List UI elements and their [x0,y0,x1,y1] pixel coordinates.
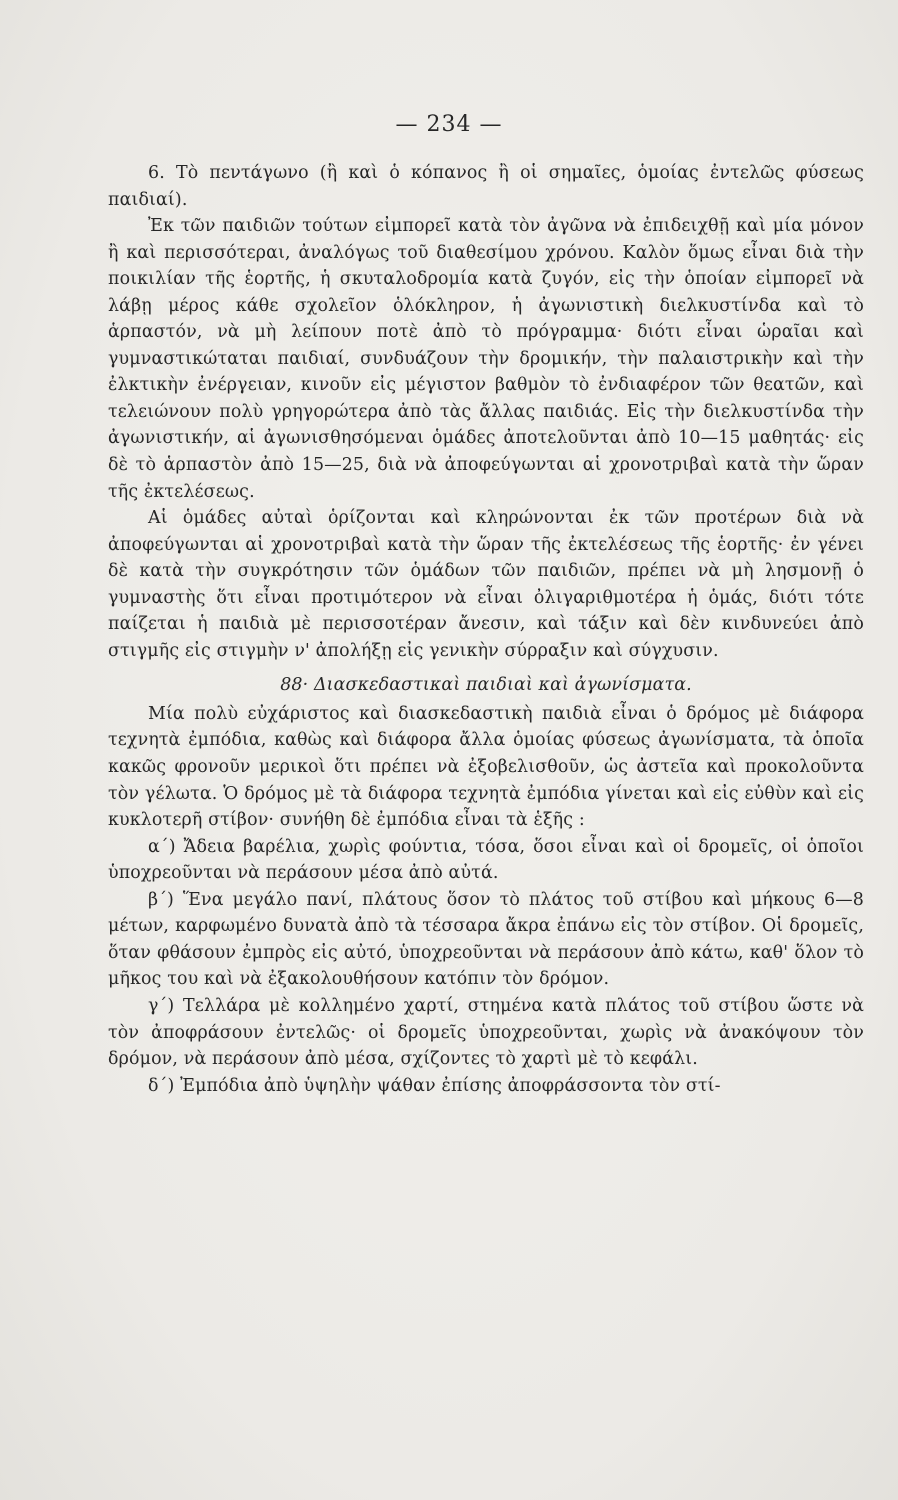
list-item-delta: δ΄) Ἐμπόδια ἀπὸ ὑψηλὴν ψάθαν ἐπίσης ἀποφράσσοντα τὸν στί- [148,1075,721,1096]
paragraph-item-6: 6. Τὸ πεντάγωνο (ἢ καὶ ὁ κόπανος ἢ οἱ σημαῖες, ὁμοίας ἐντελῶς φύσεως παιδιαί). [108,163,864,210]
page-number: — 234 — [395,112,503,137]
section-heading: 88· Διασκεδαστικαὶ παιδιαὶ καὶ ἀγωνίσματα. [280,675,692,696]
paragraph-obstacle-race: Μία πολὺ εὐχάριστος καὶ διασκεδαστικὴ παιδιὰ εἶναι ὁ δρόμος μὲ διάφορα τεχνητὰ ἐμπόδια, καθὼς καὶ διάφορα ἄλλα ὁμοίας φύσεως ἀγωνίσματα, τὰ ὁποῖα κακῶς φρονοῦν μερικοὶ ὅτι πρέπει νὰ ἐξοβελισθοῦν, ὡς ἀστεῖα καὶ προκολοῦντα τὸν γέλωτα. Ὁ δρόμος μὲ τὰ διάφορα τεχνητὰ ἐμπόδια γίνεται καὶ εἰς εὐθὺν καὶ εἰς κυκλοτερῆ στίβον· συνήθη δὲ ἐμπόδια εἶναι τὰ ἑξῆς : [108,703,864,831]
body-text [108,160,864,1099]
paragraph-games-selection: Ἐκ τῶν παιδιῶν τούτων εἰμπορεῖ κατὰ τὸν ἀγῶνα νὰ ἐπιδειχθῇ καὶ μία μόνον ἢ καὶ περισσότεραι, ἀναλόγως τοῦ διαθεσίμου χρόνου. Καλὸν ὅμως εἶναι διὰ τὴν ποικιλίαν τῆς ἑορτῆς, ἡ σκυταλοδρομία κατὰ ζυγόν, εἰς τὴν ὁποίαν εἰμπορεῖ νὰ λάβῃ μέρος κάθε σχολεῖον ὁλόκληρον, ἡ ἀγωνιστικὴ διελκυστίνδα καὶ τὸ ἁρπαστόν, νὰ μὴ λείπουν ποτὲ ἀπὸ τὸ πρόγραμμα· διότι εἶναι ὡραῖαι καὶ γυμναστικώταται παιδιαί, συνδυάζουν τὴν δρομικήν, τὴν παλαιστρικὴν καὶ τὴν ἐλκτικὴν ἐνέργειαν, κινοῦν εἰς μέγιστον βαθμὸν τὸ ἐνδιαφέρον τῶν θεατῶν, καὶ τελειώνουν πολὺ γρηγορώτερα ἀπὸ τὰς ἄλλας παιδιάς. Εἰς τὴν διελκυστίνδα τὴν ἀγωνιστικήν, αἱ ἀγωνισθησόμεναι ὁμάδες ἀποτελοῦνται ἀπὸ 10—15 μαθητάς· εἰς δὲ τὸ ἁρπαστὸν ἀπὸ 15—25, διὰ νὰ ἀποφεύγωνται αἱ χρονοτριβαὶ κατὰ τὴν ὥραν τῆς ἐκτελέσεως. [108,216,864,502]
paragraph-teams: Αἱ ὁμάδες αὐταὶ ὁρίζονται καὶ κληρώνονται ἐκ τῶν προτέρων διὰ νὰ ἀποφεύγωνται αἱ χρονοτριβαὶ κατὰ τὴν ὥραν τῆς ἐκτελέσεως τῆς ἑορτῆς· ἐν γένει δὲ κατὰ τὴν συγκρότησιν τῶν ὁμάδων τῶν παιδιῶν, πρέπει νὰ μὴ λησμονῇ ὁ γυμναστὴς ὅτι εἶναι προτιμότερον νὰ εἶναι ὀλιγαριθμοτέρα ἡ ὁμάς, διότι τότε παίζεται ἡ παιδιὰ μὲ περισσοτέραν ἄνεσιν, καὶ τάξιν καὶ δὲν κινδυνεύει ἀπὸ στιγμῆς εἰς στιγμὴν ν' ἀπολήξῃ εἰς γενικὴν σύρραξιν καὶ σύγχυσιν. [108,508,864,661]
list-item-beta: β΄) Ἕνα μεγάλο πανί, πλάτους ὅσον τὸ πλάτος τοῦ στίβου καὶ μήκους 6—8 μέτων, καρφωμένο δυνατὰ ἀπὸ τὰ τέσσαρα ἄκρα ἐπάνω εἰς τὸν στίβον. Οἱ δρομεῖς, ὅταν φθάσουν ἐμπρὸς εἰς αὐτό, ὑποχρεοῦνται νὰ περάσουν ἀπὸ κάτω, καθ' ὅλον τὸ μῆκος του καὶ νὰ ἐξακολουθήσουν κατόπιν τὸν δρόμον. [108,889,864,990]
list-item-gamma: γ΄) Τελλάρα μὲ κολλημένο χαρτί, στημένα κατὰ πλάτος τοῦ στίβου ὥστε νὰ τὸν ἀποφράσουν ἐντελῶς· οἱ δρομεῖς ὑποχρεοῦνται, χωρὶς νὰ ἀνακόψουν τὸν δρόμον, νὰ περάσουν ἀπὸ μέσα, σχίζοντες τὸ χαρτὶ μὲ τὸ κεφάλι. [108,995,864,1070]
list-item-alpha: α΄) Ἄδεια βαρέλια, χωρὶς φούντια, τόσα, ὅσοι εἶναι καὶ οἱ δρομεῖς, οἱ ὁποῖοι ὑποχρεοῦνται νὰ περάσουν μέσα ἀπὸ αὐτά. [108,836,864,884]
